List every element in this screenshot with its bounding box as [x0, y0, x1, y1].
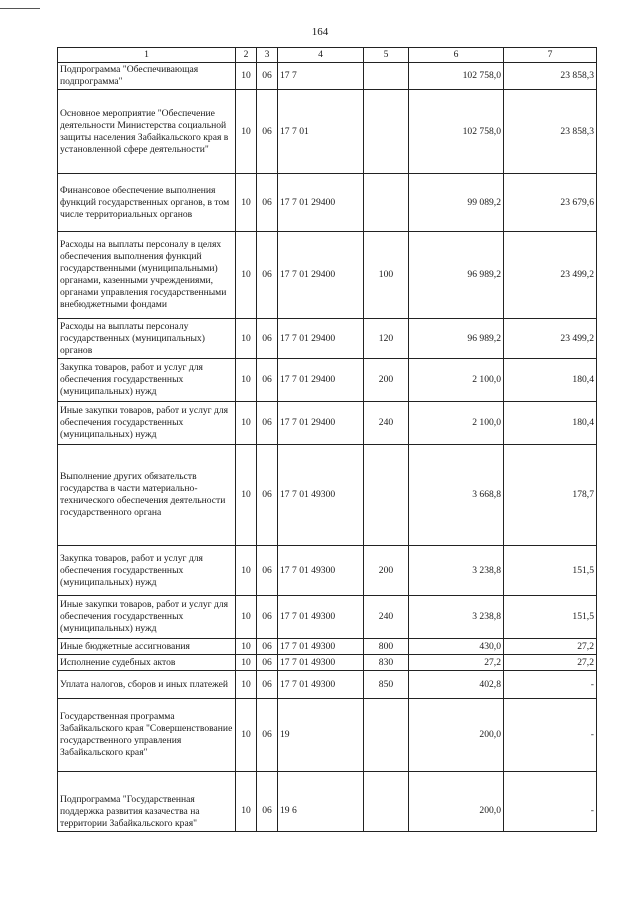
- row-name: Расходы на выплаты персоналу государственных (муниципальных) органов: [58, 319, 236, 359]
- row-name: Иные закупки товаров, работ и услуг для обеспечения государственных (муниципальных) нужд: [58, 402, 236, 445]
- header-cell: 3: [257, 48, 278, 63]
- row-subsection: 06: [257, 402, 278, 445]
- header-cell: 1: [58, 48, 236, 63]
- row-amount-plan: 3 238,8: [409, 546, 504, 596]
- header-cell: 6: [409, 48, 504, 63]
- row-section: 10: [236, 402, 257, 445]
- row-expense-type: 100: [364, 232, 409, 319]
- row-expense-type: 800: [364, 639, 409, 655]
- row-amount-actual: 180,4: [504, 402, 597, 445]
- row-amount-actual: 151,5: [504, 596, 597, 639]
- row-section: 10: [236, 359, 257, 402]
- row-name: Расходы на выплаты персоналу в целях обеспечения выполнения функций государственными (муниципальными) органами, казенными учреждениями, органами управления государственными внебюджетными фондами: [58, 232, 236, 319]
- row-section: 10: [236, 174, 257, 232]
- row-subsection: 06: [257, 174, 278, 232]
- row-amount-actual: -: [504, 699, 597, 772]
- row-amount-actual: -: [504, 772, 597, 832]
- row-expense-type: 120: [364, 319, 409, 359]
- row-amount-plan: 102 758,0: [409, 90, 504, 174]
- row-amount-plan: 102 758,0: [409, 63, 504, 90]
- row-name: Исполнение судебных актов: [58, 655, 236, 671]
- row-amount-actual: 23 858,3: [504, 90, 597, 174]
- table-row: [58, 90, 597, 174]
- row-amount-actual: 180,4: [504, 359, 597, 402]
- row-name: Государственная программа Забайкальского края "Совершенствование государственного управления Забайкальского края": [58, 699, 236, 772]
- row-amount-actual: 27,2: [504, 655, 597, 671]
- corner-mark: [0, 8, 40, 9]
- row-name: Выполнение других обязательств государства в части материально-технического обеспечения деятельности государственного органа: [58, 445, 236, 546]
- row-name: Финансовое обеспечение выполнения функций государственных органов, в том числе территориальных органов: [58, 174, 236, 232]
- row-name: Закупка товаров, работ и услуг для обеспечения государственных (муниципальных) нужд: [58, 359, 236, 402]
- row-amount-actual: 23 679,6: [504, 174, 597, 232]
- row-name: Подпрограмма "Обеспечивающая подпрограмма": [58, 63, 236, 90]
- row-expense-type: 240: [364, 402, 409, 445]
- row-target-article: 17 7 01 49300: [278, 639, 364, 655]
- row-expense-type: [364, 772, 409, 832]
- row-amount-plan: 3 668,8: [409, 445, 504, 546]
- row-target-article: 17 7 01 49300: [278, 445, 364, 546]
- table-row: [58, 402, 597, 445]
- row-amount-actual: 151,5: [504, 546, 597, 596]
- table-row: [58, 655, 597, 671]
- row-expense-type: 240: [364, 596, 409, 639]
- row-subsection: 06: [257, 546, 278, 596]
- row-name: Основное мероприятие "Обеспечение деятельности Министерства социальной защиты населения Забайкальского края в установленной сфере деятельности": [58, 90, 236, 174]
- row-target-article: 17 7 01 49300: [278, 655, 364, 671]
- row-expense-type: [364, 174, 409, 232]
- row-amount-actual: 23 499,2: [504, 232, 597, 319]
- header-row: [58, 48, 597, 63]
- row-subsection: 06: [257, 596, 278, 639]
- budget-table: [57, 47, 597, 832]
- row-target-article: 17 7 01 49300: [278, 596, 364, 639]
- row-subsection: 06: [257, 639, 278, 655]
- row-subsection: 06: [257, 319, 278, 359]
- row-target-article: 17 7 01 29400: [278, 319, 364, 359]
- row-expense-type: [364, 90, 409, 174]
- row-target-article: 17 7 01: [278, 90, 364, 174]
- row-subsection: 06: [257, 90, 278, 174]
- table-row: [58, 63, 597, 90]
- row-subsection: 06: [257, 232, 278, 319]
- row-expense-type: 200: [364, 546, 409, 596]
- row-amount-plan: 200,0: [409, 772, 504, 832]
- row-amount-actual: 178,7: [504, 445, 597, 546]
- header-cell: 2: [236, 48, 257, 63]
- row-name: Подпрограмма "Государственная поддержка развития казачества на территории Забайкальского края": [58, 772, 236, 832]
- header-cell: 4: [278, 48, 364, 63]
- row-name: Уплата налогов, сборов и иных платежей: [58, 671, 236, 699]
- row-name: Закупка товаров, работ и услуг для обеспечения государственных (муниципальных) нужд: [58, 546, 236, 596]
- row-target-article: 17 7 01 29400: [278, 359, 364, 402]
- row-target-article: 17 7 01 49300: [278, 546, 364, 596]
- row-amount-plan: 96 989,2: [409, 319, 504, 359]
- row-target-article: 19 6: [278, 772, 364, 832]
- table-row: [58, 639, 597, 655]
- table-row: [58, 445, 597, 546]
- row-section: 10: [236, 655, 257, 671]
- table-row: [58, 319, 597, 359]
- row-subsection: 06: [257, 359, 278, 402]
- row-amount-plan: 99 089,2: [409, 174, 504, 232]
- row-amount-actual: -: [504, 671, 597, 699]
- page-number: 164: [311, 26, 329, 38]
- row-target-article: 19: [278, 699, 364, 772]
- table-row: [58, 772, 597, 832]
- row-target-article: 17 7 01 29400: [278, 232, 364, 319]
- row-section: 10: [236, 445, 257, 546]
- row-amount-plan: 430,0: [409, 639, 504, 655]
- table-row: [58, 699, 597, 772]
- row-section: 10: [236, 772, 257, 832]
- row-target-article: 17 7: [278, 63, 364, 90]
- header-cell: 7: [504, 48, 597, 63]
- header-cell: 5: [364, 48, 409, 63]
- table-row: [58, 232, 597, 319]
- row-amount-plan: 200,0: [409, 699, 504, 772]
- row-amount-actual: 23 858,3: [504, 63, 597, 90]
- row-section: 10: [236, 699, 257, 772]
- row-subsection: 06: [257, 63, 278, 90]
- row-section: 10: [236, 90, 257, 174]
- row-subsection: 06: [257, 699, 278, 772]
- row-section: 10: [236, 639, 257, 655]
- row-subsection: 06: [257, 445, 278, 546]
- row-expense-type: 200: [364, 359, 409, 402]
- row-section: 10: [236, 63, 257, 90]
- row-amount-plan: 2 100,0: [409, 402, 504, 445]
- row-amount-plan: 27,2: [409, 655, 504, 671]
- row-name: Иные закупки товаров, работ и услуг для обеспечения государственных (муниципальных) нужд: [58, 596, 236, 639]
- row-subsection: 06: [257, 655, 278, 671]
- row-expense-type: 850: [364, 671, 409, 699]
- row-section: 10: [236, 232, 257, 319]
- row-section: 10: [236, 671, 257, 699]
- row-expense-type: [364, 445, 409, 546]
- row-target-article: 17 7 01 29400: [278, 402, 364, 445]
- table-row: [58, 359, 597, 402]
- row-subsection: 06: [257, 671, 278, 699]
- table-row: [58, 174, 597, 232]
- row-amount-plan: 402,8: [409, 671, 504, 699]
- row-amount-plan: 96 989,2: [409, 232, 504, 319]
- row-amount-actual: 27,2: [504, 639, 597, 655]
- row-amount-plan: 3 238,8: [409, 596, 504, 639]
- table-row: [58, 596, 597, 639]
- row-section: 10: [236, 596, 257, 639]
- table-row: [58, 671, 597, 699]
- row-amount-actual: 23 499,2: [504, 319, 597, 359]
- row-amount-plan: 2 100,0: [409, 359, 504, 402]
- row-name: Иные бюджетные ассигнования: [58, 639, 236, 655]
- row-subsection: 06: [257, 772, 278, 832]
- row-section: 10: [236, 319, 257, 359]
- row-expense-type: [364, 63, 409, 90]
- row-target-article: 17 7 01 49300: [278, 671, 364, 699]
- row-expense-type: 830: [364, 655, 409, 671]
- table-row: [58, 546, 597, 596]
- row-expense-type: [364, 699, 409, 772]
- row-target-article: 17 7 01 29400: [278, 174, 364, 232]
- row-section: 10: [236, 546, 257, 596]
